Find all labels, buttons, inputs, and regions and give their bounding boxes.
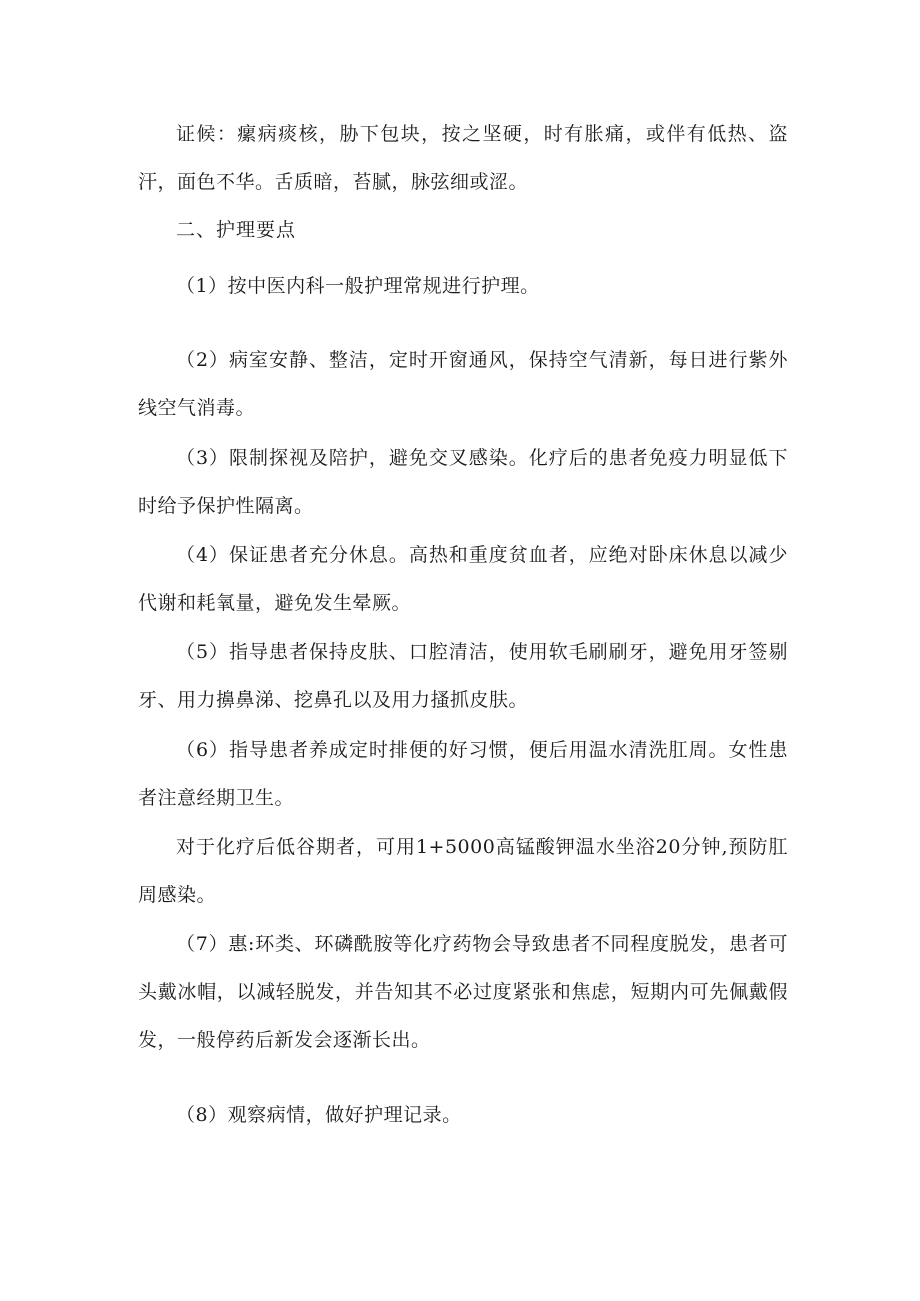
nursing-item-8: （8）观察病情，做好护理记录。 [176, 1104, 462, 1126]
nursing-item-6: （6）指导患者养成定时排便的好习惯，便后用温水清洗肛周。女性患者注意经期卫生。 [138, 739, 788, 809]
nursing-item-7: （7）惠:环类、环磷酰胺等化疗药物会导致患者不同程度脱发，患者可头戴冰帽，以减轻脱发，并告知其不必过度紧张和焦虑，短期内可先佩戴假发，一般停药后新发会逐渐长出。 [138, 933, 788, 1051]
nursing-item-3: （3）限制探视及陪护，避免交叉感染。化疗后的患者免疫力明显低下时给予保护性隔离。 [138, 447, 788, 517]
nursing-item-1: （1）按中医内科一般护理常规进行护理。 [176, 275, 540, 297]
nursing-item-4: （4）保证患者充分休息。高热和重度贫血者，应绝对卧床休息以减少代谢和耗氧量，避免发生晕厥。 [138, 544, 788, 614]
chemo-sitz-bath-note: 对于化疗后低谷期者，可用1+5000高锰酸钾温水坐浴20分钟,预防肛周感染。 [138, 836, 788, 906]
section-heading-nursing-points: 二、护理要点 [176, 219, 297, 241]
syndrome-paragraph: 证候：瘰病痰核，胁下包块，按之坚硬，时有胀痛，或伴有低热、盗汗，面色不华。舌质暗，苔腻，脉弦细或涩。 [138, 123, 788, 193]
nursing-item-2: （2）病室安静、整洁，定时开窗通风，保持空气清新，每日进行紫外线空气消毒。 [138, 349, 788, 419]
nursing-item-5: （5）指导患者保持皮肤、口腔清洁，使用软毛刷刷牙，避免用牙签剔牙、用力擤鼻涕、挖鼻孔以及用力搔抓皮肤。 [138, 641, 788, 711]
